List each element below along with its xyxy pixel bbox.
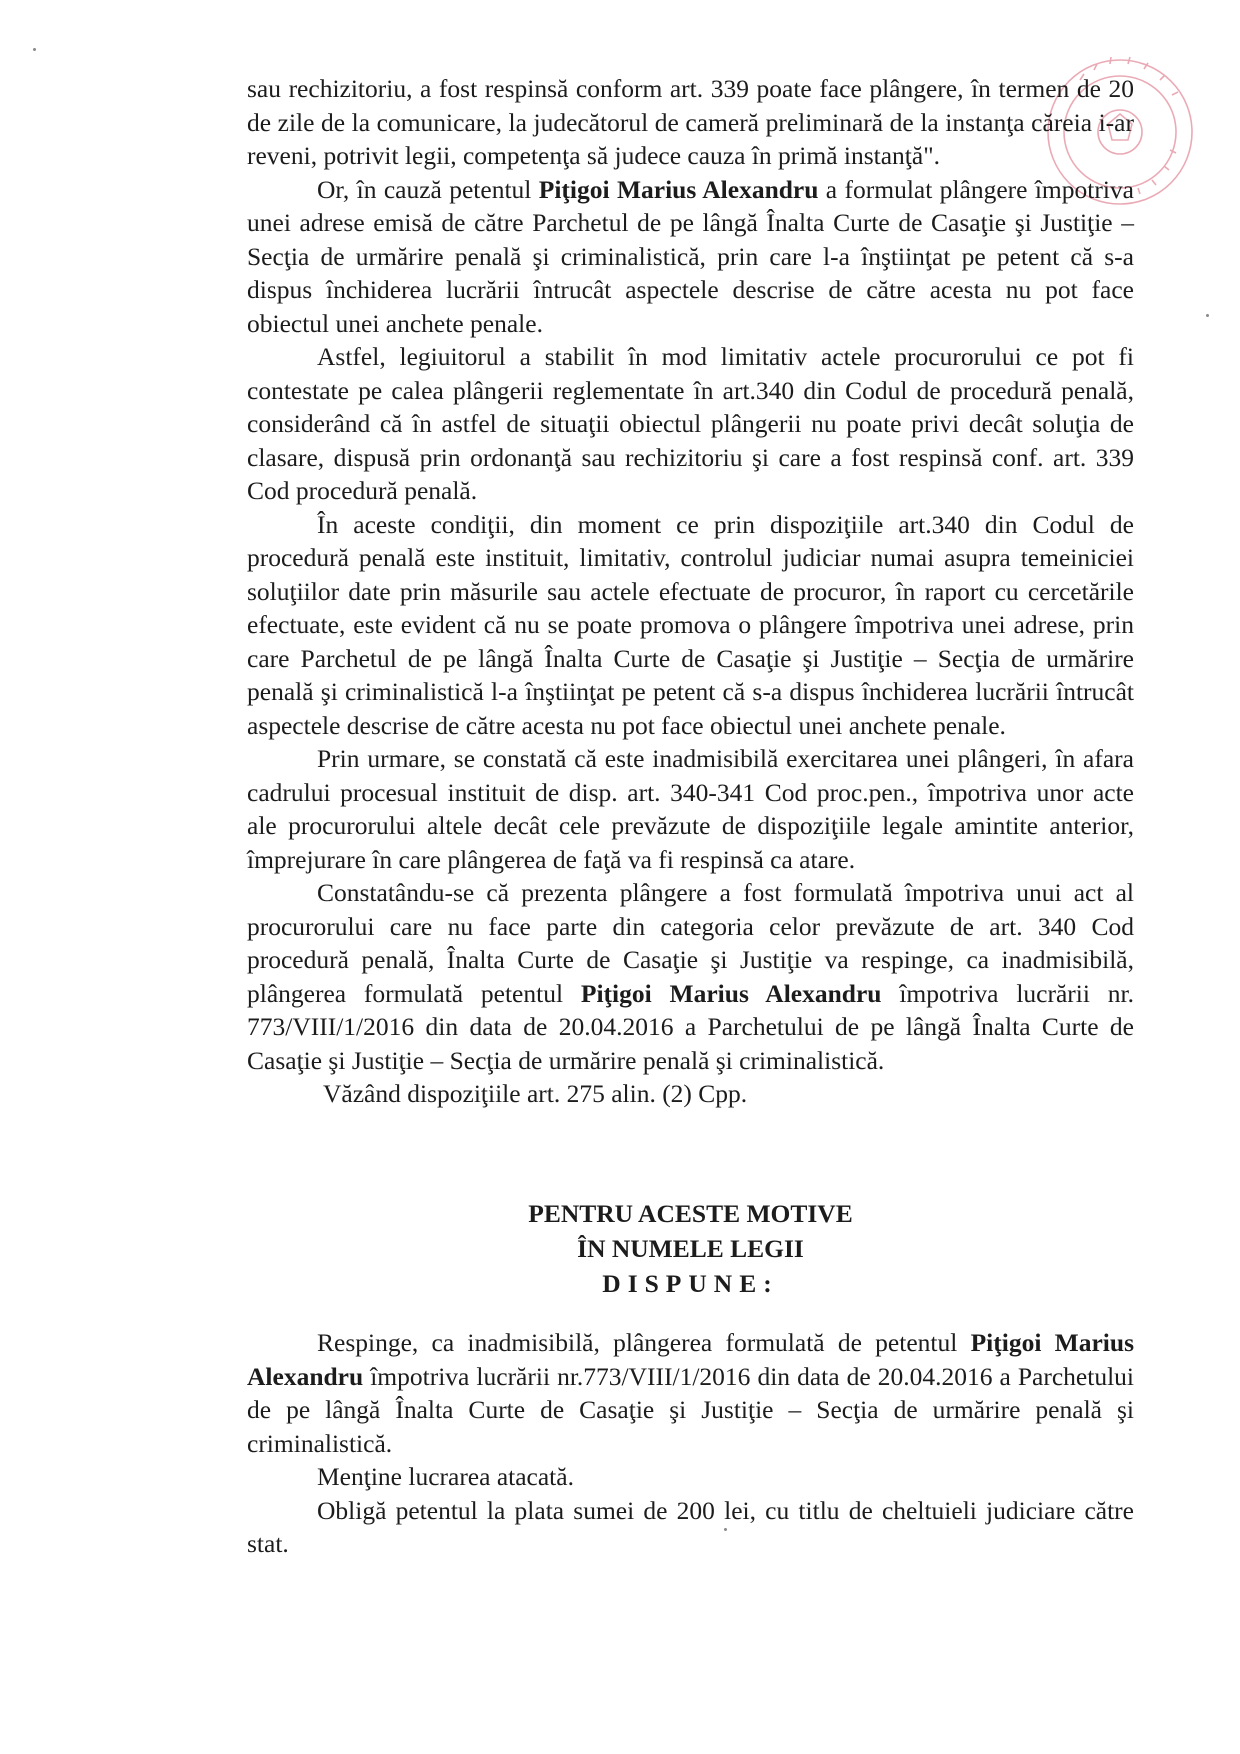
heading-name-of-law: ÎN NUMELE LEGII xyxy=(577,1234,804,1263)
decision-dismiss: Respinge, ca inadmisibilă, plângerea formulată de petentul Piţigoi Marius Alexandru împotriva lucrării nr.773/VIII/1/2016 din data de 20.04.2016 a Parchetului de pe lângă Înalta Curte de Casaţie şi Justiţie – Secţia de urmărire penală şi criminalistică. xyxy=(247,1328,1134,1458)
petitioner-name: Piţigoi Marius Alexandru xyxy=(538,174,819,204)
petitioner-name: Piţigoi Marius Alexandru xyxy=(247,1328,1134,1391)
paragraph-petition: Or, în cauză petentul Piţigoi Marius Alexandru a formulat plângere împotriva unei adrese emisă de către Parchetul de pe lângă Înalta Curte de Casaţie şi Justiţie – Secţia de urmărire penală şi criminalistică, prin care l-a înştiinţat pe petent că s-a dispus închiderea lucrării întrucât aspectele descrise de către acesta nu pot face obiectul unei anchete penale. xyxy=(247,174,1134,338)
paragraph-continuation: sau rechizitoriu, a fost respinsă conform art. 339 poate face plângere, în termen de 20 de zile de la comunicare, la judecătorul de cameră preliminară de la instanţa căreia i-ar reveni, potrivit legii, competenţa să judece cauza în primă instanţă". xyxy=(247,74,1134,170)
decision-section xyxy=(247,1326,1134,1561)
paragraph-conditions: În aceste condiţii, din moment ce prin dispoziţiile art.340 din Codul de procedură penală este instituit, limitativ, controlul judiciar numai asupra temeiniciei soluţiilor date prin măsurile sau actele efectuate de procuror, în raport cu cercetările efectuate, este evident că nu se poate promova o plângere împotriva unei adrese, prin care Parchetul de pe lângă Înalta Curte de Casaţie şi Justiţie – Secţia de urmărire penală şi criminalistică l-a înştiinţat pe petent că s-a dispus închiderea lucrării întrucât aspectele descrise de către acesta nu pot face obiectul unei anchete penale. xyxy=(247,509,1134,740)
paragraph-legislator: Astfel, legiuitorul a stabilit în mod limitativ actele procurorului ce pot fi contestate pe calea plângerii reglementate în art.340 din Codul de procedură penală, considerând că în astfel de situaţii obiectul plângerii nu poate privi decât soluţia de clasare, dispusă prin ordonanţă sau rechizitoriu şi care a fost respinsă conf. art. 339 Cod procedură penală. xyxy=(247,342,1134,505)
heading-orders: DISPUNE: xyxy=(602,1269,779,1298)
decision-maintain: Menţine lucrarea atacată. xyxy=(317,1462,574,1491)
reasoning-section xyxy=(247,72,1134,1111)
scan-speck xyxy=(33,48,36,51)
paragraph-inadmissible: Prin urmare, se constată că este inadmisibilă exercitarea unei plângeri, în afara cadrului procesual instituit de disp. art. 340-341 Cod proc.pen., împotriva unor acte ale procurorului altele decât cele prevăzute de dispoziţiile legale amintite anterior, împrejurare în care plângerea de faţă va fi respinsă ca atare. xyxy=(247,744,1134,874)
ruling-headings xyxy=(247,1196,1134,1301)
paragraph-legal-basis: Văzând dispoziţiile art. 275 alin. (2) Cpp. xyxy=(323,1079,748,1108)
scan-speck xyxy=(1206,314,1209,317)
heading-motives: PENTRU ACESTE MOTIVE xyxy=(528,1199,853,1228)
petitioner-name: Piţigoi Marius Alexandru xyxy=(580,978,882,1008)
paragraph-finding: Constatându-se că prezenta plângere a fost formulată împotriva unui act al procurorului care nu face parte din categoria celor prevăzute de art. 340 Cod procedură penală, Înalta Curte de Casaţie şi Justiţie va respinge, ca inadmisibilă, plângerea formulată petentul Piţigoi Marius Alexandru împotriva lucrării nr. 773/VIII/1/2016 din data de 20.04.2016 a Parchetului de pe lângă Înalta Curte de Casaţie şi Justiţie – Secţia de urmărire penală şi criminalistică. xyxy=(247,878,1134,1075)
decision-costs: Obligă petentul la plata sumei de 200 lei, cu titlu de cheltuieli judiciare către stat. xyxy=(247,1495,1134,1558)
